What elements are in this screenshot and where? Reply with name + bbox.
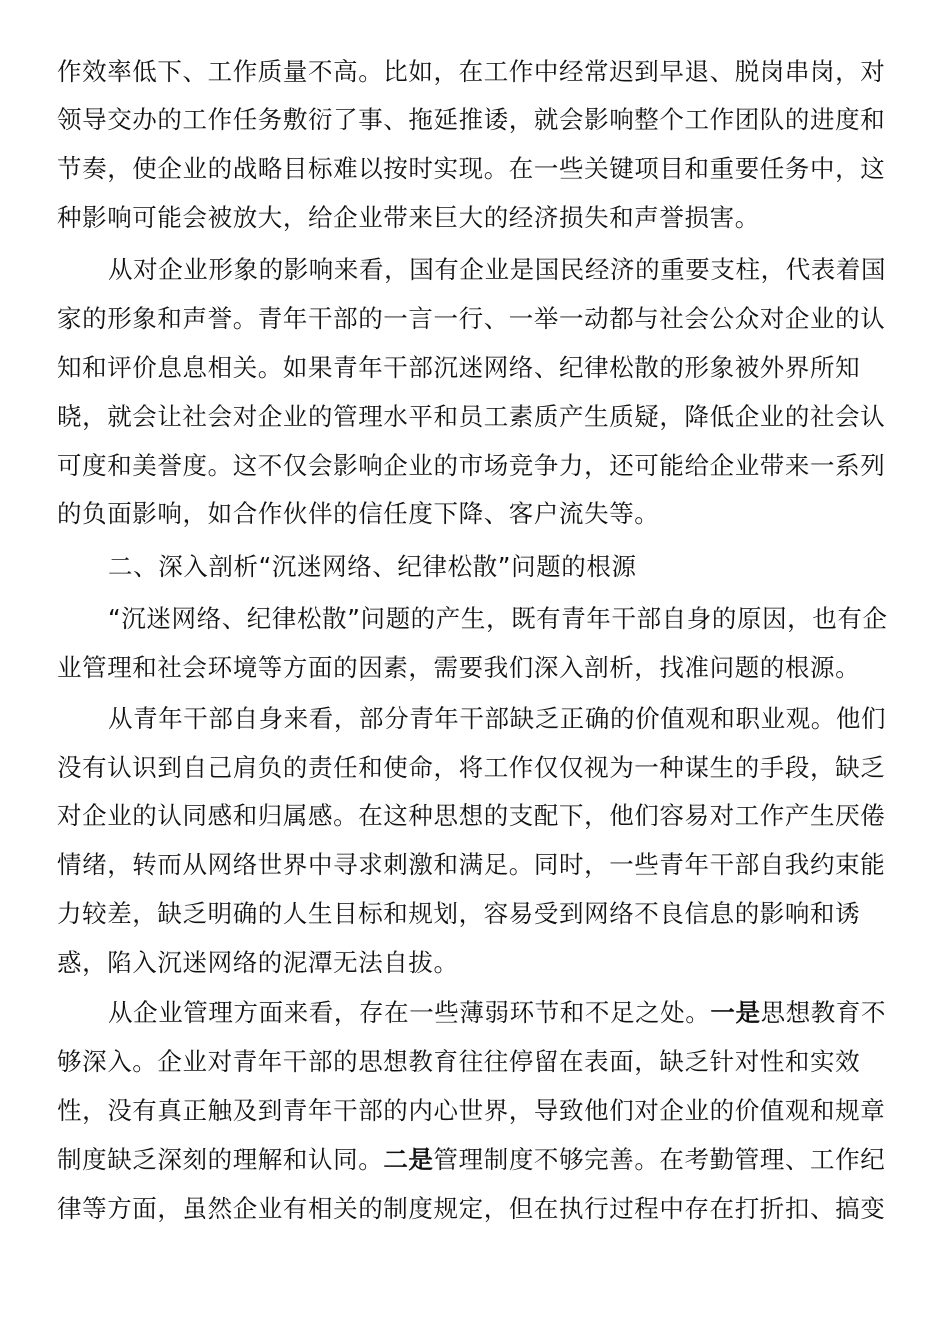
text-run: 节奏，使企业的战略目标难以按时实现。在一些关键项目和重要任务中，这: [57, 154, 886, 183]
text-run: 力较差，缺乏明确的人生目标和规划，容易受到网络不良信息的影响和诱: [57, 899, 861, 928]
paragraph-line: [57, 798, 885, 834]
text-run: 领导交办的工作任务敷衍了事、拖延推诿，就会影响整个工作团队的进度和: [57, 105, 886, 134]
text-run: 作效率低下、工作质量不高。比如，在工作中经常迟到早退、脱岗串岗，对: [57, 57, 886, 86]
paragraph-line: [57, 945, 459, 981]
paragraph-line: [57, 896, 860, 932]
text-run: 种影响可能会被放大，给企业带来巨大的经济损失和声誉损害。: [57, 203, 760, 232]
paragraph-line: [57, 102, 885, 138]
text-run: 管理制度不够完善。在考勤管理、工作纪: [433, 1145, 886, 1174]
paragraph-line: [108, 601, 888, 637]
paragraph-line: [57, 496, 659, 532]
text-run: 可度和美誉度。这不仅会影响企业的市场竞争力，还可能给企业带来一系列: [57, 451, 886, 480]
paragraph-line: [57, 1044, 860, 1080]
paragraph-line: [57, 1093, 885, 1129]
section-heading: [108, 549, 637, 585]
paragraph-line: [57, 1142, 885, 1178]
paragraph-line: [108, 701, 886, 737]
paragraph-line: [108, 252, 886, 288]
text-run: 从青年干部自身来看，部分青年干部缺乏正确的价值观和职业观。他们: [108, 704, 887, 733]
text-run: 性，没有真正触及到青年干部的内心世界，导致他们对企业的价值观和规章: [57, 1096, 886, 1125]
text-run: 业管理和社会环境等方面的因素，需要我们深入剖析，找准问题的根源。: [57, 653, 861, 682]
paragraph-line: [57, 350, 860, 386]
paragraph-line: [57, 301, 885, 337]
text-run: 从对企业形象的影响来看，国有企业是国民经济的重要支柱，代表着国: [108, 255, 887, 284]
paragraph-line: [57, 650, 860, 686]
text-run: 的负面影响，如合作伙伴的信任度下降、客户流失等。: [57, 499, 660, 528]
text-run: 制度缺乏深刻的理解和认同。: [57, 1145, 384, 1174]
text-run: 对企业的认同感和归属感。在这种思想的支配下，他们容易对工作产生厌倦: [57, 801, 886, 830]
text-run: 从企业管理方面来看，存在一些薄弱环节和不足之处。: [108, 998, 711, 1027]
text-run: 家的形象和声誉。青年干部的一言一行、一举一动都与社会公众对企业的认: [57, 304, 886, 333]
paragraph-line: [57, 200, 760, 236]
text-run: 惑，陷入沉迷网络的泥潭无法自拔。: [57, 948, 459, 977]
paragraph-line: [57, 54, 885, 90]
text-run: 知和评价息息相关。如果青年干部沉迷网络、纪律松散的形象被外界所知: [57, 353, 861, 382]
text-run: 思想教育不: [760, 998, 887, 1027]
text-run: 没有认识到自己肩负的责任和使命，将工作仅仅视为一种谋生的手段，缺乏: [57, 753, 886, 782]
paragraph-line: [57, 448, 885, 484]
text-run: “沉迷网络、纪律松散”问题的产生，既有青年干部自身的原因，也有企: [108, 604, 888, 633]
bold-phrase: 一是: [710, 998, 761, 1027]
text-run: 情绪，转而从网络世界中寻求刺激和满足。同时，一些青年干部自我约束能: [57, 850, 886, 879]
paragraph-line: [108, 995, 886, 1031]
text-run: 二、深入剖析“沉迷网络、纪律松散”问题的根源: [108, 552, 637, 581]
bold-phrase: 二是: [383, 1145, 434, 1174]
paragraph-line: [57, 399, 885, 435]
paragraph-line: [57, 847, 885, 883]
text-run: 律等方面，虽然企业有相关的制度规定，但在执行过程中存在打折扣、搞变: [57, 1194, 886, 1223]
text-run: 够深入。企业对青年干部的思想教育往往停留在表面，缺乏针对性和实效: [57, 1047, 861, 1076]
text-run: 晓，就会让社会对企业的管理水平和员工素质产生质疑，降低企业的社会认: [57, 402, 886, 431]
paragraph-line: [57, 151, 885, 187]
paragraph-line: [57, 750, 885, 786]
paragraph-line: [57, 1191, 885, 1227]
